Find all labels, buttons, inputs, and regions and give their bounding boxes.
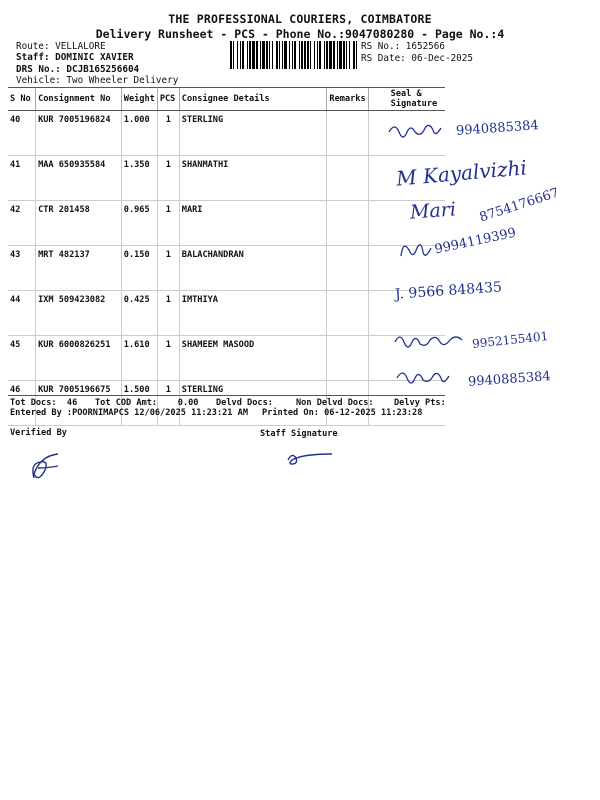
company-title: THE PROFESSIONAL COURIERS, COIMBATORE xyxy=(168,12,432,26)
cell-sno: 43 xyxy=(8,246,36,291)
cell-consignee: SHANMATHI xyxy=(179,156,327,201)
barcode xyxy=(230,41,358,69)
staff-label: Staff: DOMINIC XAVIER xyxy=(16,52,134,63)
table-bottom-rule xyxy=(8,395,445,396)
col-consignment: Consignment No xyxy=(36,88,122,111)
drs-number: DRS No.: DCJB165256604 xyxy=(16,64,140,75)
cell-consignment: KUR 7005196675 xyxy=(36,381,122,426)
cell-weight: 0.150 xyxy=(121,246,157,291)
table-row xyxy=(8,291,445,336)
cell-consignment: KUR 6000826251 xyxy=(36,336,122,381)
cell-pcs: 1 xyxy=(157,291,179,336)
cell-sno: 45 xyxy=(8,336,36,381)
cell-weight: 1.500 xyxy=(121,381,157,426)
cell-weight: 1.610 xyxy=(121,336,157,381)
table-row xyxy=(8,336,445,381)
verified-by-signature xyxy=(24,448,74,484)
total-docs: Tot Docs: 46 xyxy=(10,398,78,408)
cell-consignment: CTR 201458 xyxy=(36,201,122,246)
cell-sno: 42 xyxy=(8,201,36,246)
cell-weight: 0.425 xyxy=(121,291,157,336)
cell-consignee: IMTHIYA xyxy=(179,291,327,336)
cell-pcs: 1 xyxy=(157,336,179,381)
delivery-points: Delvy Pts: xyxy=(394,398,446,408)
cell-weight: 1.000 xyxy=(121,111,157,156)
signature-40-phone: 9940885384 xyxy=(455,118,540,139)
cell-weight: 0.965 xyxy=(121,201,157,246)
cell-remarks xyxy=(327,291,368,336)
runsheet-subtitle: Delivery Runsheet - PCS - Phone No.:9047080280 - Page No.:4 xyxy=(95,27,505,41)
col-weight: Weight xyxy=(121,88,157,111)
cell-remarks xyxy=(327,336,368,381)
total-cod-amount: Tot COD Amt: 0.00 xyxy=(95,398,199,408)
staff-signature-label: Staff Signature xyxy=(260,429,338,439)
cell-consignee: BALACHANDRAN xyxy=(179,246,327,291)
cell-pcs: 1 xyxy=(157,111,179,156)
cell-pcs: 1 xyxy=(157,201,179,246)
table-row xyxy=(8,201,445,246)
cell-consignee: STERLING xyxy=(179,381,327,426)
route-label: Route: VELLALORE xyxy=(16,41,106,52)
cell-consignment: KUR 7005196824 xyxy=(36,111,122,156)
signature-42-name: Mari xyxy=(409,198,457,224)
rs-date: RS Date: 06-Dec-2025 xyxy=(361,53,473,64)
col-signature: Seal & Signature xyxy=(368,88,445,111)
signature-45-tamil-scribble xyxy=(392,328,472,354)
cell-weight: 1.350 xyxy=(121,156,157,201)
signature-44: J. 9566 848435 xyxy=(394,279,503,303)
signature-46-phone: 9940885384 xyxy=(467,369,552,390)
runsheet-table xyxy=(8,87,445,426)
cell-consignment: MRT 482137 xyxy=(36,246,122,291)
table-row xyxy=(8,246,445,291)
table-row xyxy=(8,111,445,156)
cell-remarks xyxy=(327,111,368,156)
table-row xyxy=(8,156,445,201)
cell-pcs: 1 xyxy=(157,381,179,426)
vehicle-label: Vehicle: Two Wheeler Delivery xyxy=(16,75,179,86)
cell-sno: 40 xyxy=(8,111,36,156)
delivered-docs: Delvd Docs: xyxy=(216,398,273,408)
cell-consignment: IXM 509423082 xyxy=(36,291,122,336)
signature-46-tamil-scribble xyxy=(394,364,474,390)
cell-sno: 44 xyxy=(8,291,36,336)
cell-remarks xyxy=(327,246,368,291)
cell-consignee: MARI xyxy=(179,201,327,246)
cell-consignee: SHAMEEM MASOOD xyxy=(179,336,327,381)
cell-pcs: 1 xyxy=(157,156,179,201)
printed-on: Printed On: 06-12-2025 11:23:28 xyxy=(262,408,423,418)
entered-by: Entered By :POORNIMAPCS 12/06/2025 11:23:21 AM xyxy=(10,408,248,418)
rs-number: RS No.: 1652566 xyxy=(361,41,445,52)
col-consignee: Consignee Details xyxy=(179,88,327,111)
cell-consignee: STERLING xyxy=(179,111,327,156)
cell-pcs: 1 xyxy=(157,246,179,291)
col-sno: S No xyxy=(8,88,36,111)
cell-consignment: MAA 650935584 xyxy=(36,156,122,201)
cell-sno: 46 xyxy=(8,381,36,426)
verified-by-label: Verified By xyxy=(10,428,67,438)
cell-remarks xyxy=(327,156,368,201)
signature-42-phone: 8754176667 xyxy=(477,185,562,226)
col-pcs: PCS xyxy=(157,88,179,111)
signature-45-phone: 9952155401 xyxy=(471,329,549,351)
signature-43-phone: 9994119399 xyxy=(433,225,518,258)
signature-41-name: M Kayalvizhi xyxy=(395,155,528,191)
cell-sno: 41 xyxy=(8,156,36,201)
col-remarks: Remarks xyxy=(327,88,368,111)
table-header-row xyxy=(8,88,445,111)
non-delivered-docs: Non Delvd Docs: xyxy=(296,398,374,408)
signature-43-scribble xyxy=(398,238,438,264)
staff-signature-mark xyxy=(284,448,344,468)
cell-remarks xyxy=(327,201,368,246)
